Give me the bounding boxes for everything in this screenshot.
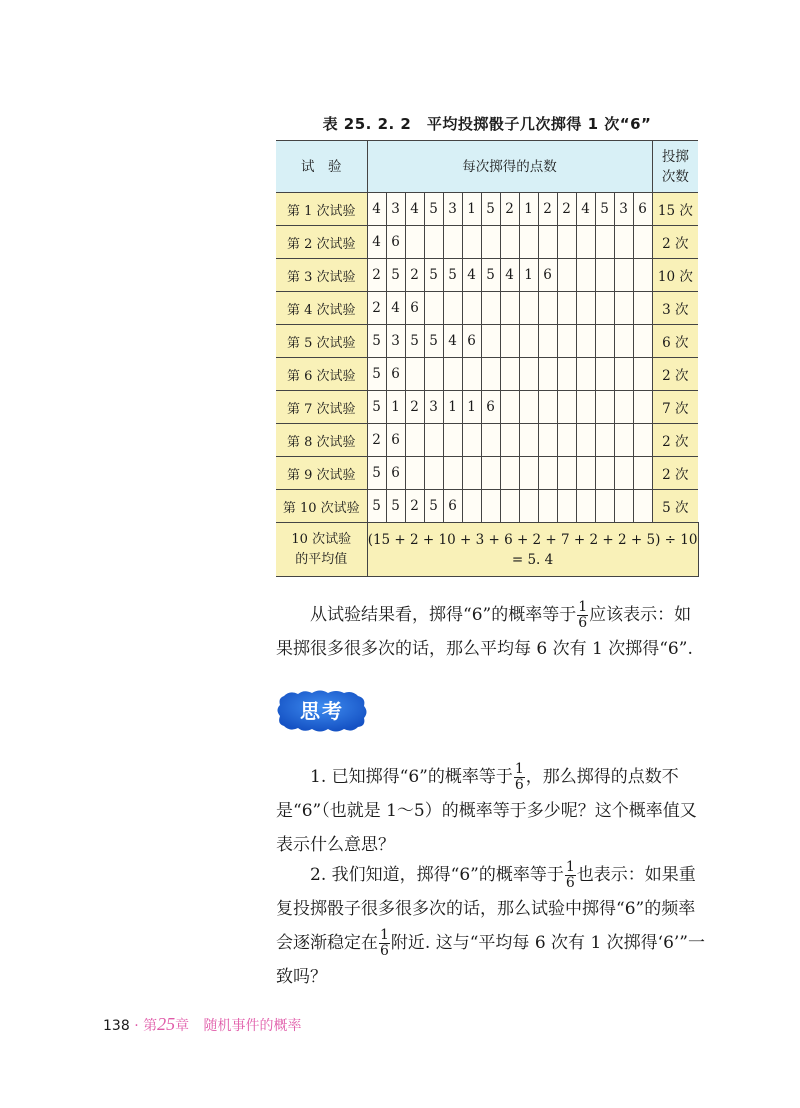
point-cell: [633, 325, 652, 358]
point-cell: [633, 358, 652, 391]
point-cell: [424, 292, 443, 325]
point-cell: [633, 259, 652, 292]
point-cell: 1: [443, 391, 462, 424]
point-cell: 6: [405, 292, 424, 325]
point-cell: 5: [386, 490, 405, 523]
point-cell: [557, 226, 576, 259]
point-cell: [557, 457, 576, 490]
table-row: [276, 358, 698, 391]
chapter-suffix: 章: [175, 1018, 190, 1034]
point-cell: 5: [595, 193, 614, 226]
point-cell: [519, 391, 538, 424]
point-cell: 1: [386, 391, 405, 424]
table-row: [276, 193, 698, 226]
point-cell: [424, 457, 443, 490]
table-header-row: [276, 141, 698, 193]
point-cell: [500, 424, 519, 457]
point-cell: [519, 424, 538, 457]
badge-label: 思考: [300, 699, 344, 723]
point-cell: [443, 358, 462, 391]
point-cell: [424, 226, 443, 259]
point-cell: [519, 457, 538, 490]
header-throw-count: [652, 141, 698, 193]
point-cell: [519, 226, 538, 259]
point-cell: [595, 259, 614, 292]
point-cell: 2: [367, 424, 386, 457]
point-cell: [481, 325, 500, 358]
average-label: [276, 523, 367, 577]
point-cell: 5: [424, 325, 443, 358]
table-caption: 表 25. 2. 2 平均投掷骰子几次掷得 1 次“6”: [322, 115, 652, 133]
point-cell: 4: [462, 259, 481, 292]
point-cell: [633, 391, 652, 424]
trial-label: 第 6 次试验: [276, 358, 367, 391]
point-cell: 2: [405, 391, 424, 424]
point-cell: 2: [538, 193, 557, 226]
point-cell: [633, 226, 652, 259]
footer-dot: ·: [134, 1018, 139, 1034]
point-cell: [481, 457, 500, 490]
point-cell: 5: [424, 259, 443, 292]
point-cell: [405, 457, 424, 490]
conclusion-text-a: 从试验结果看，掷得“6”的概率等于: [310, 605, 577, 625]
trial-label: 第 4 次试验: [276, 292, 367, 325]
point-cell: [538, 490, 557, 523]
fraction-one-sixth: [514, 762, 525, 793]
point-cell: [614, 259, 633, 292]
point-cell: [424, 424, 443, 457]
point-cell: 6: [633, 193, 652, 226]
point-cell: [614, 226, 633, 259]
point-cell: 1: [519, 259, 538, 292]
chapter-number: 25: [157, 1014, 176, 1034]
conclusion-paragraph: [276, 598, 706, 666]
point-cell: 4: [500, 259, 519, 292]
point-cell: [481, 226, 500, 259]
point-cell: 6: [462, 325, 481, 358]
point-cell: 5: [443, 259, 462, 292]
point-cell: 5: [424, 490, 443, 523]
point-cell: 5: [481, 193, 500, 226]
point-cell: 2: [557, 193, 576, 226]
average-label-line2: 的平均值: [295, 551, 348, 567]
point-cell: [576, 226, 595, 259]
point-cell: [538, 424, 557, 457]
point-cell: [633, 424, 652, 457]
point-cell: [614, 292, 633, 325]
question-2: [276, 858, 706, 994]
point-cell: [557, 391, 576, 424]
point-cell: [462, 292, 481, 325]
point-cell: [595, 391, 614, 424]
fraction-numerator: 1: [380, 927, 389, 943]
table-row: [276, 391, 698, 424]
point-cell: [481, 292, 500, 325]
point-cell: 3: [386, 193, 405, 226]
point-cell: 1: [519, 193, 538, 226]
point-cell: 6: [443, 490, 462, 523]
trial-label: 第 3 次试验: [276, 259, 367, 292]
throw-count: 2 次: [652, 424, 698, 457]
point-cell: [595, 292, 614, 325]
average-label-line1: 10 次试验: [291, 531, 352, 547]
point-cell: [519, 490, 538, 523]
point-cell: 5: [367, 457, 386, 490]
trial-label: 第 7 次试验: [276, 391, 367, 424]
point-cell: [481, 358, 500, 391]
header-throw-count-line1: 投掷: [661, 148, 689, 165]
point-cell: 4: [443, 325, 462, 358]
throw-count: 6 次: [652, 325, 698, 358]
trial-label: 第 9 次试验: [276, 457, 367, 490]
point-cell: [500, 325, 519, 358]
chapter-prefix: 第: [143, 1018, 158, 1034]
fraction-denominator: 6: [565, 875, 575, 891]
point-cell: [500, 457, 519, 490]
question-1-text-a: 1. 已知掷得“6”的概率等于: [310, 767, 513, 787]
point-cell: [500, 358, 519, 391]
point-cell: 5: [386, 259, 405, 292]
fraction-denominator: 6: [578, 615, 588, 631]
point-cell: [633, 490, 652, 523]
point-cell: 3: [386, 325, 405, 358]
point-cell: [595, 490, 614, 523]
question-2-text-c: 附近. 这与“平均每 6 次有 1 次掷得‘6’”一致吗？: [276, 933, 705, 987]
throw-count: 2 次: [652, 226, 698, 259]
point-cell: [538, 292, 557, 325]
point-cell: [462, 457, 481, 490]
point-cell: 2: [367, 292, 386, 325]
header-trial: 试 验: [276, 141, 367, 193]
point-cell: 5: [367, 391, 386, 424]
throw-count: 10 次: [652, 259, 698, 292]
point-cell: [500, 490, 519, 523]
point-cell: 2: [367, 259, 386, 292]
point-cell: [557, 325, 576, 358]
chapter-title: 随机事件的概率: [203, 1018, 302, 1034]
table-average-row: [276, 523, 698, 577]
point-cell: 1: [462, 391, 481, 424]
point-cell: 6: [386, 358, 405, 391]
point-cell: [519, 292, 538, 325]
fraction-numerator: 1: [565, 859, 575, 875]
fraction-numerator: 1: [578, 599, 588, 615]
point-cell: [557, 358, 576, 391]
point-cell: [576, 391, 595, 424]
conclusion-text-b: 应该表示：如果掷很多很多次的话，那么平均每 6 次有 1 次掷得“6”.: [276, 605, 693, 659]
point-cell: 3: [443, 193, 462, 226]
point-cell: [576, 358, 595, 391]
point-cell: [462, 490, 481, 523]
table-row: [276, 457, 698, 490]
average-formula-line2: = 5. 4: [511, 551, 554, 568]
trial-label: 第 5 次试验: [276, 325, 367, 358]
point-cell: 6: [538, 259, 557, 292]
point-cell: [614, 391, 633, 424]
point-cell: [576, 457, 595, 490]
point-cell: 6: [386, 457, 405, 490]
point-cell: [500, 292, 519, 325]
point-cell: [557, 490, 576, 523]
table-row: [276, 424, 698, 457]
point-cell: [633, 292, 652, 325]
fraction-denominator: 6: [514, 777, 524, 793]
point-cell: 5: [367, 358, 386, 391]
point-cell: 5: [481, 259, 500, 292]
point-cell: [443, 292, 462, 325]
point-cell: 4: [367, 226, 386, 259]
point-cell: 4: [367, 193, 386, 226]
point-cell: [443, 226, 462, 259]
point-cell: 3: [614, 193, 633, 226]
point-cell: 5: [405, 325, 424, 358]
trial-label: 第 2 次试验: [276, 226, 367, 259]
fraction-one-sixth: [577, 600, 588, 631]
point-cell: [405, 358, 424, 391]
point-cell: [538, 391, 557, 424]
point-cell: [538, 457, 557, 490]
point-cell: [614, 358, 633, 391]
point-cell: [462, 226, 481, 259]
point-cell: [595, 325, 614, 358]
point-cell: [500, 226, 519, 259]
table-row: [276, 325, 698, 358]
fraction-one-sixth: [379, 928, 390, 959]
point-cell: 2: [405, 259, 424, 292]
throw-count: 2 次: [652, 457, 698, 490]
point-cell: [557, 292, 576, 325]
point-cell: [481, 490, 500, 523]
average-formula-line1: (15 + 2 + 10 + 3 + 6 + 2 + 7 + 2 + 2 + 5) ÷ 10: [367, 531, 698, 548]
point-cell: [576, 325, 595, 358]
trial-label: 第 10 次试验: [276, 490, 367, 523]
point-cell: [614, 457, 633, 490]
point-cell: 5: [367, 325, 386, 358]
page-number: 138: [103, 1018, 130, 1034]
dice-trials-table: [276, 140, 699, 577]
point-cell: [443, 424, 462, 457]
point-cell: 6: [386, 424, 405, 457]
point-cell: 3: [424, 391, 443, 424]
header-points: 每次掷得的点数: [367, 141, 652, 193]
point-cell: [614, 325, 633, 358]
point-cell: 2: [500, 193, 519, 226]
fraction-denominator: 6: [380, 943, 389, 959]
throw-count: 3 次: [652, 292, 698, 325]
point-cell: [538, 358, 557, 391]
point-cell: [538, 226, 557, 259]
point-cell: [595, 424, 614, 457]
point-cell: [557, 259, 576, 292]
point-cell: [595, 457, 614, 490]
throw-count: 5 次: [652, 490, 698, 523]
point-cell: 2: [405, 490, 424, 523]
point-cell: [576, 490, 595, 523]
page-footer: [103, 1014, 302, 1035]
throw-count: 15 次: [652, 193, 698, 226]
point-cell: 1: [462, 193, 481, 226]
point-cell: [633, 457, 652, 490]
point-cell: [576, 424, 595, 457]
point-cell: 6: [386, 226, 405, 259]
point-cell: [443, 457, 462, 490]
throw-count: 7 次: [652, 391, 698, 424]
point-cell: [614, 490, 633, 523]
table-row: [276, 259, 698, 292]
point-cell: [519, 358, 538, 391]
question-2-text-a: 2. 我们知道，掷得“6”的概率等于: [310, 865, 564, 885]
trial-label: 第 1 次试验: [276, 193, 367, 226]
point-cell: 5: [367, 490, 386, 523]
point-cell: [481, 424, 500, 457]
average-formula: [367, 523, 698, 577]
question-1-text-b: ，那么掷得的点数不是“6”（也就是 1～5）的概率等于多少呢？这个概率值又表示什么意思？: [276, 767, 697, 855]
point-cell: [500, 391, 519, 424]
point-cell: 5: [424, 193, 443, 226]
header-throw-count-line2: 次数: [661, 168, 689, 185]
point-cell: [576, 259, 595, 292]
point-cell: [576, 292, 595, 325]
point-cell: [595, 358, 614, 391]
table-row: [276, 490, 698, 523]
table-row: [276, 226, 698, 259]
point-cell: 6: [481, 391, 500, 424]
point-cell: [462, 358, 481, 391]
point-cell: [462, 424, 481, 457]
point-cell: [405, 424, 424, 457]
point-cell: [519, 325, 538, 358]
throw-count: 2 次: [652, 358, 698, 391]
question-1: [276, 760, 706, 862]
point-cell: [424, 358, 443, 391]
table-row: [276, 292, 698, 325]
question-2-text-b: 也表示：如果重复投掷骰子很多很多次的话，那么试验中掷得“6”的频率会逐渐稳定在: [276, 865, 696, 953]
point-cell: [538, 325, 557, 358]
point-cell: [614, 424, 633, 457]
point-cell: 4: [405, 193, 424, 226]
think-badge: [274, 688, 370, 734]
point-cell: [405, 226, 424, 259]
point-cell: 4: [576, 193, 595, 226]
point-cell: [595, 226, 614, 259]
trial-label: 第 8 次试验: [276, 424, 367, 457]
fraction-numerator: 1: [514, 761, 524, 777]
point-cell: [557, 424, 576, 457]
point-cell: 4: [386, 292, 405, 325]
fraction-one-sixth: [565, 860, 576, 891]
